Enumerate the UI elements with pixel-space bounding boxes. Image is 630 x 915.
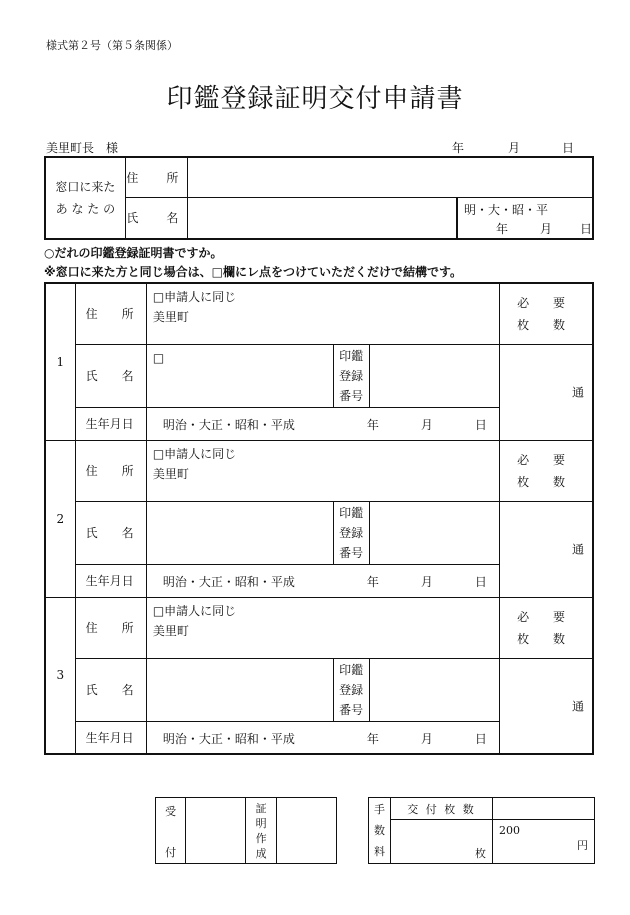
copies-field[interactable]	[500, 501, 593, 597]
entry-address-field[interactable]	[146, 597, 499, 658]
required-line2: 枚 数	[517, 474, 575, 489]
received-bottom-char: 付	[165, 846, 177, 859]
seal-line1: 印鑑	[339, 348, 364, 363]
fee-char-1: 手	[374, 803, 385, 816]
seal-line3: 番号	[339, 702, 364, 717]
cert-char-1: 証	[255, 801, 267, 815]
sheets-field[interactable]	[391, 820, 493, 864]
entry-address-label: 住 所	[75, 440, 146, 501]
received-label	[156, 798, 186, 864]
fee-unit: 円	[577, 839, 588, 852]
note-question: ○だれの印鑑登録証明書ですか。	[44, 246, 223, 260]
addressee: 美里町長 様	[46, 141, 119, 155]
copies-unit: 通	[571, 542, 584, 557]
copies-unit: 通	[571, 385, 584, 400]
birth-month-label: 月	[420, 731, 433, 746]
cert-char-4: 成	[255, 846, 267, 860]
office-reception-box	[155, 797, 337, 864]
cert-created-label	[246, 798, 276, 864]
received-top-char: 受	[165, 805, 177, 818]
entry-number: 2	[45, 440, 75, 597]
seal-line2: 登録	[339, 525, 364, 540]
copies-field[interactable]	[500, 344, 593, 440]
seal-number-field[interactable]	[369, 501, 499, 564]
applicant-era-options: 明・大・昭・平	[463, 202, 548, 217]
form-id: 様式第２号（第５条関係）	[46, 39, 178, 52]
birth-year-label: 年	[366, 731, 379, 746]
entry-birthdate-label: 生年月日	[75, 564, 146, 597]
era-options: 明治・大正・昭和・平成	[162, 417, 295, 432]
applicant-name-label: 氏 名	[125, 197, 187, 239]
same-as-applicant-checkbox[interactable]: □申請人に同じ	[152, 290, 237, 304]
required-copies-label	[500, 597, 593, 658]
fee-amount-field	[493, 820, 595, 864]
cert-char-3: 作	[255, 831, 267, 845]
seal-number-label	[333, 658, 369, 721]
entry-address-label: 住 所	[75, 597, 146, 658]
seal-line2: 登録	[339, 368, 364, 383]
birth-year-label: 年	[366, 574, 379, 589]
required-line2: 枚 数	[517, 317, 575, 332]
applicant-address-field[interactable]	[188, 157, 594, 197]
applicant-month-label: 月	[539, 221, 552, 236]
fee-amount: 200	[499, 824, 520, 837]
era-options: 明治・大正・昭和・平成	[162, 574, 295, 589]
entry-birthdate-label: 生年月日	[75, 721, 146, 754]
birth-day-label: 日	[474, 574, 487, 589]
entry-name-label: 氏 名	[75, 658, 146, 721]
entry-name-label: 氏 名	[75, 344, 146, 407]
entry-address-value: 美里町	[152, 310, 189, 324]
entry-birthdate-field[interactable]	[146, 721, 499, 754]
applicant-label-line2: あ な た の	[55, 201, 116, 216]
applicant-birthdate-field[interactable]	[456, 197, 593, 239]
seal-number-field[interactable]	[369, 658, 499, 721]
fee-label	[369, 798, 391, 864]
entry-name-label: 氏 名	[75, 501, 146, 564]
required-line1: 必 要	[517, 452, 575, 467]
entry-address-field[interactable]	[146, 440, 499, 501]
entry-birthdate-field[interactable]	[146, 564, 499, 597]
birth-month-label: 月	[420, 417, 433, 432]
required-line1: 必 要	[517, 609, 575, 624]
seal-line1: 印鑑	[339, 662, 364, 677]
certificate-entries-table	[44, 282, 594, 755]
seal-line3: 番号	[339, 545, 364, 560]
copies-unit: 通	[571, 699, 584, 714]
copies-field[interactable]	[500, 658, 593, 754]
entry-name-field[interactable]	[146, 658, 333, 721]
date-month-label: 月	[508, 141, 521, 155]
date-year-label: 年	[452, 141, 465, 155]
received-stamp-field[interactable]	[186, 798, 246, 864]
sheets-unit: 枚	[475, 847, 486, 860]
seal-line1: 印鑑	[339, 505, 364, 520]
entry-address-value: 美里町	[152, 623, 189, 638]
cert-char-2: 明	[255, 816, 267, 830]
entry-birthdate-label: 生年月日	[75, 407, 146, 440]
applicant-day-label: 日	[579, 221, 592, 236]
issued-count-field[interactable]	[493, 798, 595, 820]
entry-number: 1	[45, 283, 75, 440]
required-line2: 枚 数	[517, 631, 575, 646]
entry-name-field[interactable]	[146, 344, 333, 407]
entry-address-label: 住 所	[75, 283, 146, 344]
applicant-year-label: 年	[495, 221, 508, 236]
cert-created-stamp-field[interactable]	[276, 798, 336, 864]
same-as-applicant-checkbox[interactable]: □申請人に同じ	[152, 603, 237, 618]
seal-line3: 番号	[339, 388, 364, 403]
entry-name-field[interactable]	[146, 501, 333, 564]
birth-year-label: 年	[366, 417, 379, 432]
required-copies-label	[500, 440, 593, 501]
applicant-box	[44, 156, 594, 240]
entry-name-checkbox[interactable]: □	[152, 350, 165, 365]
birth-day-label: 日	[474, 417, 487, 432]
seal-number-label	[333, 501, 369, 564]
entry-number: 3	[45, 597, 75, 754]
era-options: 明治・大正・昭和・平成	[162, 731, 295, 746]
entry-birthdate-field[interactable]	[146, 407, 499, 440]
seal-number-label	[333, 344, 369, 407]
birth-month-label: 月	[420, 574, 433, 589]
entry-address-value: 美里町	[152, 466, 189, 481]
note-instruction: ※窓口に来た方と同じ場合は、□欄にレ点をつけていただくだけで結構です。	[44, 265, 463, 279]
required-copies-label	[500, 283, 593, 344]
applicant-label	[45, 157, 125, 239]
required-line1: 必 要	[517, 295, 575, 310]
office-fee-box	[368, 797, 595, 864]
seal-line2: 登録	[339, 682, 364, 697]
issued-count-label: 交 付 枚 数	[391, 798, 493, 820]
applicant-address-label: 住 所	[125, 157, 187, 197]
date-day-label: 日	[562, 141, 575, 155]
fee-char-3: 料	[374, 845, 385, 858]
seal-number-field[interactable]	[369, 344, 499, 407]
fee-char-2: 数	[374, 824, 385, 837]
applicant-label-line1: 窓口に来た	[55, 179, 116, 194]
same-as-applicant-checkbox[interactable]: □申請人に同じ	[152, 446, 237, 461]
entry-address-field[interactable]	[146, 283, 499, 344]
page-title: 印鑑登録証明交付申請書	[166, 84, 464, 114]
birth-day-label: 日	[474, 731, 487, 746]
applicant-name-field[interactable]	[188, 197, 457, 239]
